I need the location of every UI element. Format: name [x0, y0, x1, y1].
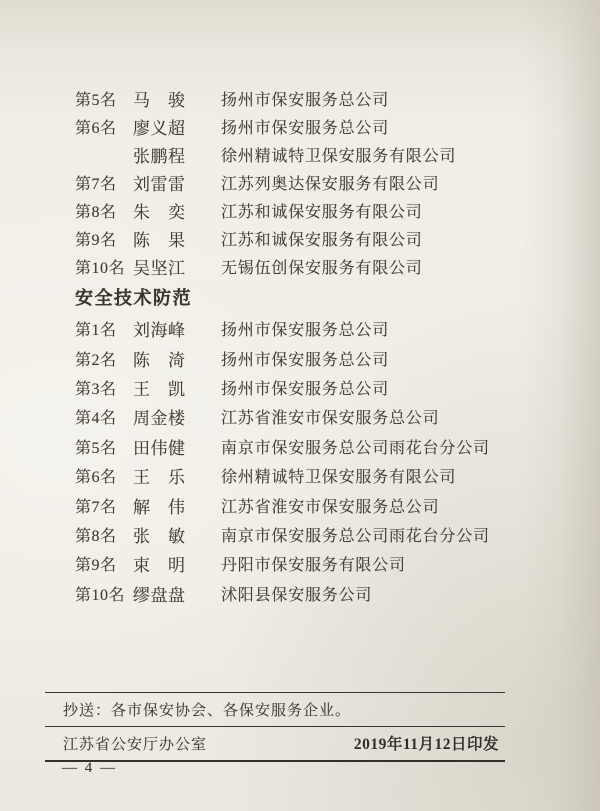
page-number: — 4 —	[62, 760, 117, 776]
rank-label: 第8名	[75, 527, 117, 545]
person-name: 张鹏程	[133, 146, 186, 166]
ranking-row	[75, 520, 564, 549]
rank-label: 第5名	[75, 439, 117, 457]
ranking-row	[75, 252, 564, 280]
rank-label: 第3名	[75, 380, 117, 398]
person-name: 陈 渏	[133, 350, 186, 370]
rank-label: 第7名	[75, 175, 117, 193]
rank-label: 第8名	[75, 203, 117, 221]
ranking-row	[75, 343, 564, 372]
ranking-row	[75, 224, 564, 252]
company-name: 徐州精诚特卫保安服务有限公司	[221, 469, 457, 487]
company-name: 丹阳市保安服务有限公司	[221, 557, 406, 575]
ranking-row	[75, 549, 564, 578]
company-name: 扬州市保安服务总公司	[221, 322, 390, 340]
ranking-row	[75, 112, 564, 140]
document-footer	[45, 692, 505, 762]
company-name: 扬州市保安服务总公司	[221, 119, 390, 137]
ranking-row	[75, 314, 564, 343]
rank-label: 第2名	[75, 351, 117, 369]
company-name: 江苏省淮安市保安服务总公司	[221, 410, 440, 428]
ranking-row	[75, 196, 564, 224]
section-title: 安全技术防范	[75, 288, 192, 308]
person-name: 束 明	[133, 556, 186, 576]
company-name: 扬州市保安服务总公司	[221, 351, 390, 369]
rank-label: 第1名	[75, 322, 117, 340]
person-name: 陈 果	[133, 230, 186, 250]
person-name: 马 骏	[133, 90, 186, 110]
person-name: 王 乐	[133, 468, 186, 488]
ranking-row	[75, 168, 564, 196]
person-name: 解 伟	[133, 497, 186, 517]
company-name: 扬州市保安服务总公司	[221, 380, 390, 398]
rank-label: 第6名	[75, 119, 117, 137]
person-name: 刘海峰	[133, 321, 186, 341]
company-name: 江苏和诚保安服务有限公司	[221, 203, 423, 221]
ranking-section-1	[75, 84, 564, 280]
company-name: 江苏和诚保安服务有限公司	[221, 231, 423, 249]
ranking-row	[75, 140, 564, 168]
person-name: 吴坚江	[133, 258, 186, 278]
issue-date: 2019年11月12日印发	[353, 736, 499, 753]
issuing-office: 江苏省公安厅办公室	[63, 736, 208, 753]
person-name: 王 凯	[133, 379, 186, 399]
person-name: 张 敏	[133, 526, 186, 546]
rank-label: 第5名	[75, 91, 117, 109]
person-name: 缪盘盘	[133, 585, 186, 605]
company-name: 江苏省淮安市保安服务总公司	[221, 498, 440, 516]
rank-label: 第10名	[75, 586, 126, 604]
company-name: 南京市保安服务总公司雨花台分公司	[221, 527, 490, 545]
company-name: 无锡伍创保安服务有限公司	[221, 259, 423, 277]
ranking-row	[75, 402, 564, 431]
rank-label: 第6名	[75, 469, 117, 487]
company-name: 江苏列奥达保安服务有限公司	[221, 175, 440, 193]
person-name: 刘雷雷	[133, 174, 186, 194]
ranking-row	[75, 373, 564, 402]
company-name: 沭阳县保安服务公司	[221, 586, 373, 604]
rank-label: 第4名	[75, 410, 117, 428]
rank-label: 第9名	[75, 557, 117, 575]
ranking-section-2	[75, 314, 564, 608]
ranking-list	[75, 84, 564, 608]
company-name: 徐州精诚特卫保安服务有限公司	[221, 147, 457, 165]
person-name: 田伟健	[133, 438, 186, 458]
person-name: 朱 奕	[133, 202, 186, 222]
rank-label: 第9名	[75, 231, 117, 249]
ranking-row	[75, 84, 564, 112]
cc-line: 抄送：各市保安协会、各保安服务企业。	[63, 703, 352, 719]
person-name: 廖义超	[133, 118, 186, 138]
rank-label: 第10名	[75, 259, 126, 277]
ranking-row	[75, 579, 564, 608]
company-name: 扬州市保安服务总公司	[221, 91, 390, 109]
person-name: 周金楼	[133, 409, 186, 429]
ranking-row	[75, 461, 564, 490]
ranking-row	[75, 490, 564, 519]
company-name: 南京市保安服务总公司雨花台分公司	[221, 439, 490, 457]
ranking-row	[75, 432, 564, 461]
rank-label: 第7名	[75, 498, 117, 516]
issuer-row	[45, 727, 505, 760]
